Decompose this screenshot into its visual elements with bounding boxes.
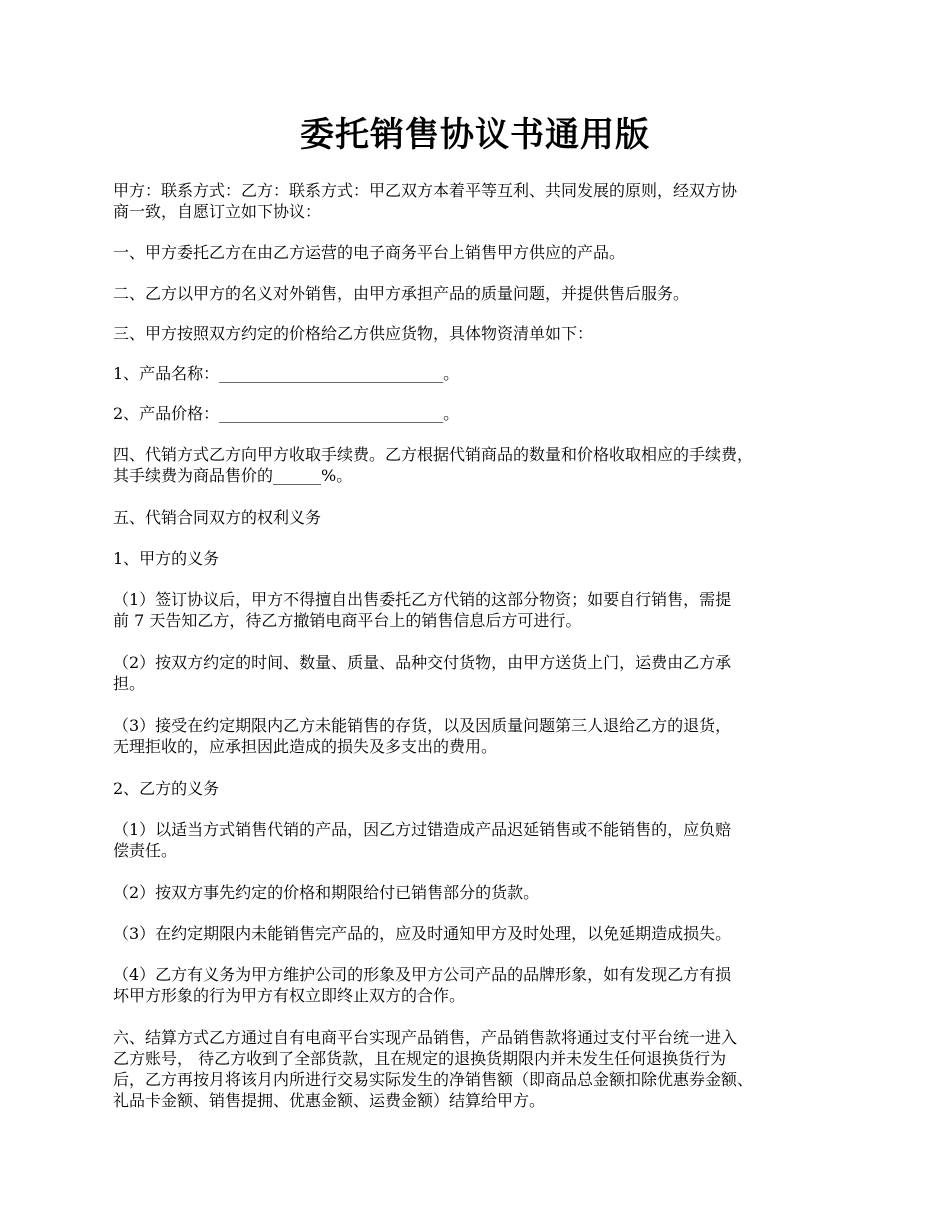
paragraph-line: 五、代销合同双方的权利义务	[113, 508, 322, 527]
paragraph-clause-4	[113, 444, 858, 486]
paragraph-line: 担。	[113, 674, 146, 693]
paragraph-line: 礼品卡金额、销售提拥、优惠金额、运费金额）结算给甲方。	[113, 1091, 546, 1110]
paragraph-line: （2）按双方约定的时间、数量、质量、品种交付货物，由甲方送货上门，运费由乙方承	[113, 653, 732, 672]
paragraph-line: （3）在约定期限内未能销售完产品的，应及时通知甲方及时处理，以免延期造成损失。	[113, 924, 732, 943]
paragraph-line: 偿责任。	[113, 841, 178, 860]
paragraph-line: 其手续费为商品售价的______%。	[113, 466, 353, 485]
paragraph-line: 商一致，自愿订立如下协议：	[113, 202, 322, 221]
paragraph-b-duty-4	[113, 964, 858, 1006]
paragraph-product-price	[113, 403, 858, 424]
paragraph-line: 坏甲方形象的行为甲方有权立即终止双方的合作。	[113, 986, 466, 1005]
paragraph-line: 六、结算方式乙方通过自有电商平台实现产品销售，产品销售款将通过支付平台统一进入	[113, 1028, 738, 1047]
paragraph-b-duty-1	[113, 819, 858, 861]
paragraph-b-duty-3	[113, 923, 858, 944]
paragraph-clause-3	[113, 323, 858, 344]
paragraph-party-a-duties	[113, 548, 858, 569]
paragraph-line: 乙方账号， 待乙方收到了全部货款，且在规定的退换货期限内并未发生任何退换货行为	[113, 1049, 727, 1068]
paragraph-line: （1）以适当方式销售代销的产品，因乙方过错造成产品迟延销售或不能销售的，应负赔	[113, 820, 732, 839]
paragraph-party-b-duties	[113, 778, 858, 799]
paragraph-a-duty-2	[113, 652, 858, 694]
paragraph-line: 1、甲方的义务	[113, 549, 220, 568]
paragraph-line: 2、乙方的义务	[113, 779, 220, 798]
paragraph-parties	[113, 180, 858, 222]
paragraph-a-duty-1	[113, 589, 858, 631]
paragraph-line: （1）签订协议后，甲方不得擅自出售委托乙方代销的这部分物资；如要自行销售，需提	[113, 590, 732, 609]
paragraph-line: 二、乙方以甲方的名义对外销售，由甲方承担产品的质量问题，并提供售后服务。	[113, 284, 690, 303]
paragraph-line: 后，乙方再按月将该月内所进行交易实际发生的净销售额（即商品总金额扣除优惠券金额、	[113, 1070, 754, 1089]
paragraph-clause-6	[113, 1027, 858, 1111]
paragraph-line: 三、甲方按照双方约定的价格给乙方供应货物，具体物资清单如下：	[113, 324, 594, 343]
document-title: 委托销售协议书通用版	[300, 115, 650, 155]
paragraph-clause-5	[113, 507, 858, 528]
paragraph-line: 前 7 天告知乙方，待乙方撤销电商平台上的销售信息后方可进行。	[113, 611, 582, 630]
paragraph-line: 一、甲方委托乙方在由乙方运营的电子商务平台上销售甲方供应的产品。	[113, 243, 626, 262]
paragraph-line: （2）按双方事先约定的价格和期限给付已销售部分的货款。	[113, 883, 540, 902]
paragraph-clause-1	[113, 242, 858, 263]
paragraph-clause-2	[113, 283, 858, 304]
paragraph-line: 甲方：联系方式：乙方：联系方式：甲乙双方本着平等互利、共同发展的原则，经双方协	[113, 181, 738, 200]
paragraph-product-name	[113, 363, 858, 384]
paragraph-line: 无理拒收的，应承担因此造成的损失及多支出的费用。	[113, 737, 498, 756]
paragraph-line: （4）乙方有义务为甲方维护公司的形象及甲方公司产品的品牌形象，如有发现乙方有损	[113, 965, 732, 984]
paragraph-a-duty-3	[113, 715, 858, 757]
paragraph-b-duty-2	[113, 882, 858, 903]
paragraph-line: 1、产品名称：____________________________。	[113, 364, 460, 383]
paragraph-line: （3）接受在约定期限内乙方未能销售的存货，以及因质量问题第三人退给乙方的退货，	[113, 716, 732, 735]
paragraph-line: 四、代销方式乙方向甲方收取手续费。乙方根据代销商品的数量和价格收取相应的手续费，	[113, 445, 754, 464]
paragraph-line: 2、产品价格：____________________________。	[113, 404, 460, 423]
